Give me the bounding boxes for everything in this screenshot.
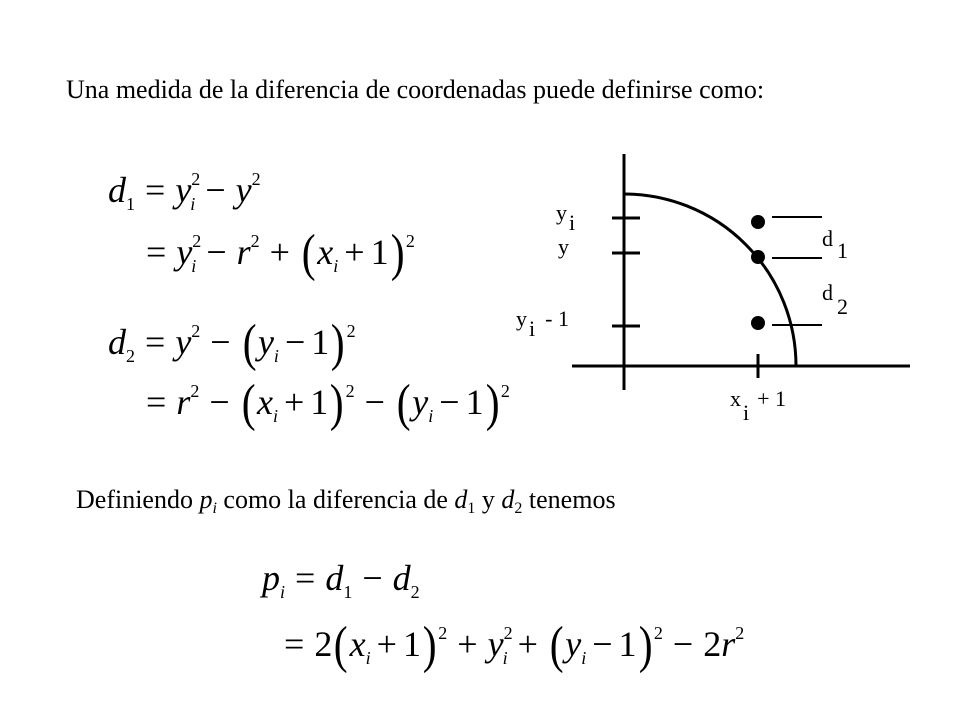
label-y: y bbox=[558, 234, 569, 259]
definition-text bbox=[76, 482, 616, 518]
intro-text: Una medida de la diferencia de coordenadas puede definirse como: bbox=[66, 75, 765, 104]
equation-pi-line1: $p_i = d_1 - d_2$ bbox=[262, 558, 420, 602]
definition-prefix: Definiendo bbox=[76, 485, 200, 514]
label-xi-plus-1: xi+ 1 bbox=[730, 386, 787, 425]
equation-d2-line2: = $r^2 - (x_i + 1)^2 - (y_i - 1)^2$ bbox=[146, 375, 510, 432]
label-yi: yi bbox=[556, 200, 576, 235]
equation-pi-line2: = $2(x_i + 1)^2 + y^2_i + (y_i - 1)^2 - 2r^2$ bbox=[284, 617, 745, 674]
equation-d1-line2: = $y^2_i - r^2 + (x_i + 1)^2$ bbox=[146, 225, 415, 282]
point-upper bbox=[751, 215, 765, 229]
definition-d1: d bbox=[454, 485, 468, 514]
definition-middle: como la diferencia de bbox=[216, 485, 455, 514]
definition-d2: d bbox=[501, 485, 515, 514]
definition-p-sub: i bbox=[212, 500, 217, 517]
point-middle bbox=[751, 250, 765, 264]
equation-d1-line1: $d_1 = y^2_i - y^2$ bbox=[108, 169, 261, 214]
circle-quadrant-diagram bbox=[500, 150, 920, 440]
circle-arc bbox=[624, 194, 796, 366]
definition-suffix: tenemos bbox=[522, 485, 616, 514]
definition-conj: y bbox=[475, 485, 502, 514]
equation-d2-line1: $d_2 = y^2 - (y_i - 1)^2$ bbox=[108, 315, 356, 372]
label-d1: d 1 bbox=[822, 226, 848, 263]
label-yi-minus-1: yi - 1 bbox=[516, 306, 569, 341]
definition-d2-sub: 2 bbox=[514, 500, 523, 517]
definition-p: p bbox=[199, 485, 213, 514]
point-lower bbox=[751, 316, 765, 330]
label-d2: d2 bbox=[822, 280, 848, 319]
definition-d1-sub: 1 bbox=[467, 500, 476, 517]
